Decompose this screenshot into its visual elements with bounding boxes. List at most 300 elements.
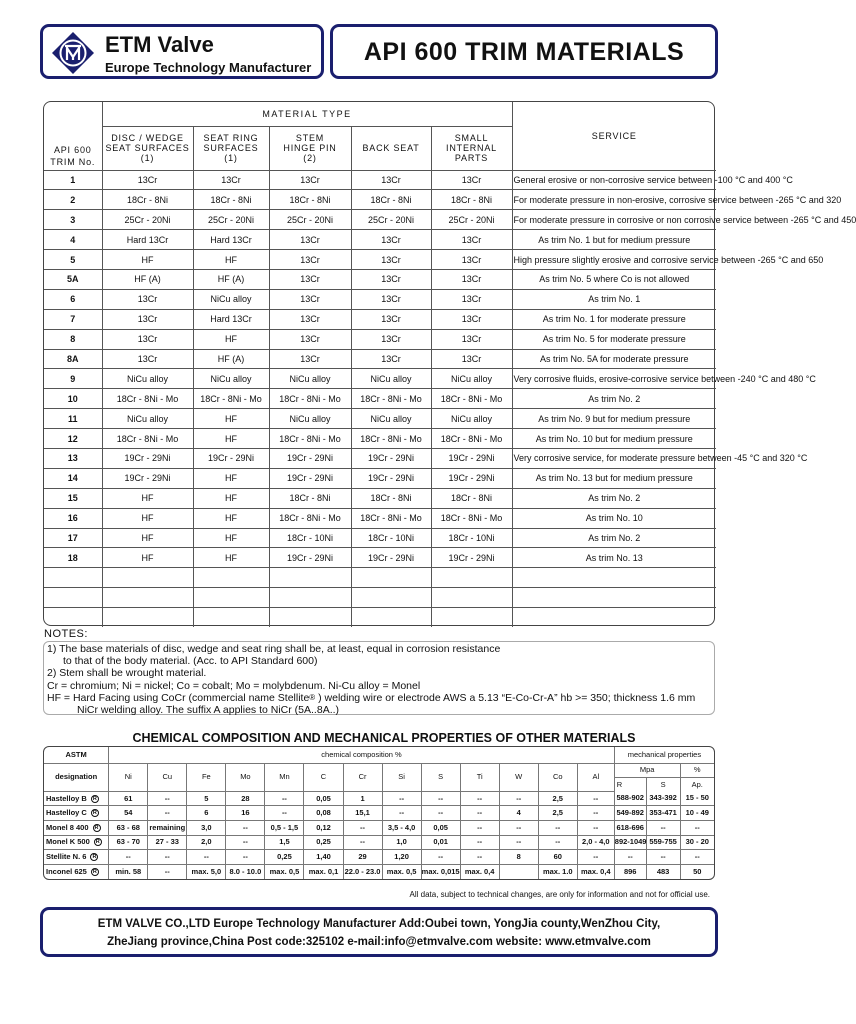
trim-no: 17 — [44, 528, 102, 548]
chem-value: 60 — [538, 850, 577, 865]
disc-wedge-header — [102, 126, 193, 170]
notes-title: NOTES: — [44, 628, 88, 640]
stem-material: 13Cr — [269, 329, 351, 349]
empty-cell — [512, 608, 716, 628]
stem-header — [269, 126, 351, 170]
chem-group-header: chemical composition % — [109, 747, 615, 763]
service-text: As trim No. 1 for moderate pressure — [512, 309, 716, 329]
trim-no: 5A — [44, 269, 102, 289]
material-designation — [44, 835, 109, 850]
chem-value: 1 — [343, 791, 382, 806]
material-type-header: MATERIAL TYPE — [102, 102, 512, 126]
small-parts-material: 13Cr — [431, 289, 512, 309]
chem-row — [44, 821, 714, 836]
service-text: As trim No. 2 — [512, 389, 716, 409]
brand-name: ETM Valve — [105, 32, 214, 57]
chem-value: 896 — [614, 864, 646, 879]
chem-value: 0,05 — [304, 791, 343, 806]
chem-value: 29 — [343, 850, 382, 865]
chem-value: 0,08 — [304, 806, 343, 821]
service-text: As trim No. 5 for moderate pressure — [512, 329, 716, 349]
trim-no: 10 — [44, 389, 102, 409]
element-header: Co — [538, 763, 577, 791]
chem-value: -- — [538, 821, 577, 836]
service-text: High pressure slightly erosive and corrosive service between -265 °C and 650 — [512, 250, 716, 270]
chem-value: -- — [460, 791, 499, 806]
note-3: Cr = chromium; Ni = nickel; Co = cobalt; Mo = molybdenum. Ni-Cu alloy = Monel — [47, 679, 421, 692]
chem-value: 28 — [226, 791, 265, 806]
registered-mark-icon: R — [91, 868, 99, 876]
chem-value: 343-392 — [646, 791, 680, 806]
mech-col-header: S — [646, 777, 680, 791]
service-text: As trim No. 10 — [512, 508, 716, 528]
trim-row — [44, 409, 716, 429]
service-header: SERVICE — [512, 102, 716, 170]
trim-no: 12 — [44, 429, 102, 449]
disc-material: NiCu alloy — [102, 409, 193, 429]
chem-value: -- — [109, 850, 148, 865]
stem-material: 18Cr - 8Ni — [269, 488, 351, 508]
trim-row — [44, 429, 716, 449]
trim-row — [44, 230, 716, 250]
chem-value: -- — [265, 806, 304, 821]
trim-no: 1 — [44, 170, 102, 190]
disc-material: HF — [102, 488, 193, 508]
chem-value: -- — [148, 806, 187, 821]
small-parts-material: 18Cr - 8Ni - Mo — [431, 389, 512, 409]
chem-value: 22.0 - 23.0 — [343, 864, 382, 879]
chem-value: -- — [421, 791, 460, 806]
trim-row — [44, 190, 716, 210]
small-header-line3: PARTS — [454, 153, 489, 163]
disc-material: 18Cr - 8Ni - Mo — [102, 389, 193, 409]
trim-row — [44, 329, 716, 349]
small-parts-material: 13Cr — [431, 309, 512, 329]
stem-header-line1: STEM — [295, 133, 325, 143]
chem-value: 1,0 — [382, 835, 421, 850]
chem-table — [44, 747, 714, 879]
small-parts-material: 19Cr - 29Ni — [431, 468, 512, 488]
small-parts-material: 18Cr - 8Ni - Mo — [431, 429, 512, 449]
footer-line-1: ETM VALVE CO.,LTD Europe Technology Manufacturer Add:Oubei town, YongJia county,WenZhou City, — [97, 918, 661, 930]
chem-value: -- — [148, 864, 187, 879]
empty-cell — [431, 568, 512, 588]
chem-value: max. 0,4 — [460, 864, 499, 879]
chem-value: -- — [646, 850, 680, 865]
chem-value: 63 - 70 — [109, 835, 148, 850]
mech-col-header: R — [614, 777, 646, 791]
trim-no: 16 — [44, 508, 102, 528]
mpa-header: Mpa — [614, 763, 680, 777]
empty-cell — [512, 588, 716, 608]
empty-cell — [193, 608, 269, 628]
chem-value: -- — [148, 791, 187, 806]
seat-material: HF — [193, 250, 269, 270]
notes-box — [43, 641, 715, 715]
seat-material: HF — [193, 468, 269, 488]
material-name: Monel 8 400 — [46, 822, 89, 832]
brand-box — [40, 24, 324, 79]
trim-no: 3 — [44, 210, 102, 230]
service-text: As trim No. 9 but for medium pressure — [512, 409, 716, 429]
chem-value: -- — [226, 821, 265, 836]
note-1a: 1) The base materials of disc, wedge and seat ring shall be, at least, equal in corrosion resistance — [47, 643, 501, 655]
small-parts-material: 19Cr - 29Ni — [431, 448, 512, 468]
stem-material: 13Cr — [269, 289, 351, 309]
chem-value: remaining — [148, 821, 187, 836]
registered-mark-icon: ® — [309, 692, 316, 702]
chem-row — [44, 850, 714, 865]
chem-value: 0,25 — [265, 850, 304, 865]
chem-value: -- — [680, 850, 714, 865]
chem-value: 588-902 — [614, 791, 646, 806]
disc-material: 19Cr - 29Ni — [102, 448, 193, 468]
seat-material: HF — [193, 409, 269, 429]
empty-cell — [44, 608, 102, 628]
small-parts-material: 18Cr - 8Ni - Mo — [431, 508, 512, 528]
trim-row — [44, 170, 716, 190]
chem-table-container — [43, 746, 715, 880]
back-seat-material: NiCu alloy — [351, 409, 431, 429]
small-parts-material: 18Cr - 8Ni — [431, 488, 512, 508]
chem-value: 27 - 33 — [148, 835, 187, 850]
chem-value: -- — [538, 835, 577, 850]
stem-material: 13Cr — [269, 349, 351, 369]
empty-cell — [193, 568, 269, 588]
empty-cell — [269, 608, 351, 628]
trim-no: 13 — [44, 448, 102, 468]
service-text: General erosive or non-corrosive service between -100 °C and 400 °C — [512, 170, 716, 190]
material-designation — [44, 821, 109, 836]
disc-material: HF — [102, 528, 193, 548]
seat-material: HF — [193, 329, 269, 349]
service-text: Very corrosive fluids, erosive-corrosive service between -240 °C and 480 °C — [512, 369, 716, 389]
trim-no: 8A — [44, 349, 102, 369]
back-seat-material: 19Cr - 29Ni — [351, 548, 431, 568]
small-parts-material: 13Cr — [431, 250, 512, 270]
empty-cell — [512, 568, 716, 588]
stem-material: 25Cr - 20Ni — [269, 210, 351, 230]
back-seat-material: 13Cr — [351, 349, 431, 369]
stem-material: 18Cr - 8Ni — [269, 190, 351, 210]
back-seat-material: 13Cr — [351, 289, 431, 309]
empty-cell — [193, 588, 269, 608]
back-seat-material: 13Cr — [351, 250, 431, 270]
stem-material: 19Cr - 29Ni — [269, 468, 351, 488]
registered-mark-icon: R — [93, 824, 101, 832]
small-parts-material: 13Cr — [431, 349, 512, 369]
chem-value: -- — [382, 806, 421, 821]
trim-no: 5 — [44, 250, 102, 270]
disc-header-line2: SEAT SURFACES — [105, 143, 190, 153]
chem-value: -- — [577, 806, 614, 821]
chem-value: -- — [499, 821, 538, 836]
trim-table-body — [44, 170, 856, 627]
chem-value: 63 - 68 — [109, 821, 148, 836]
chem-value: 549-892 — [614, 806, 646, 821]
trim-row — [44, 448, 716, 468]
stem-material: 18Cr - 8Ni - Mo — [269, 508, 351, 528]
small-parts-material: 18Cr - 8Ni — [431, 190, 512, 210]
trim-row — [44, 289, 716, 309]
chem-value: -- — [421, 850, 460, 865]
chem-value: 61 — [109, 791, 148, 806]
empty-cell — [44, 588, 102, 608]
seat-material: Hard 13Cr — [193, 230, 269, 250]
material-name: Stellite N. 6 — [46, 852, 87, 862]
empty-cell — [351, 588, 431, 608]
chem-value: 15 - 50 — [680, 791, 714, 806]
chem-value: max. 5,0 — [187, 864, 226, 879]
service-text: As trim No. 2 — [512, 488, 716, 508]
element-header: Mn — [265, 763, 304, 791]
material-designation — [44, 850, 109, 865]
chem-value: -- — [382, 791, 421, 806]
chem-value: 353-471 — [646, 806, 680, 821]
disc-material: 18Cr - 8Ni — [102, 190, 193, 210]
registered-mark-icon: R — [91, 809, 99, 817]
chem-row — [44, 806, 714, 821]
small-parts-material: NiCu alloy — [431, 369, 512, 389]
chem-value: 618-696 — [614, 821, 646, 836]
back-seat-material: 19Cr - 29Ni — [351, 468, 431, 488]
trim-no-header-line2: TRIM No. — [50, 156, 96, 167]
element-header: W — [499, 763, 538, 791]
seat-material: Hard 13Cr — [193, 309, 269, 329]
percent-header: % — [680, 763, 714, 777]
material-designation — [44, 864, 109, 879]
trim-row — [44, 468, 716, 488]
chem-value: -- — [460, 806, 499, 821]
trim-row — [44, 210, 716, 230]
service-text: Very corrosive service, for moderate pressure between -45 °C and 320 °C — [512, 448, 716, 468]
empty-cell — [351, 568, 431, 588]
empty-row — [44, 608, 716, 628]
trim-row — [44, 488, 716, 508]
back-seat-material: 18Cr - 8Ni - Mo — [351, 389, 431, 409]
back-seat-header — [351, 126, 431, 170]
seat-material: HF — [193, 429, 269, 449]
service-text: As trim No. 13 but for medium pressure — [512, 468, 716, 488]
stem-material: 19Cr - 29Ni — [269, 448, 351, 468]
service-text: As trim No. 5 where Co is not allowed — [512, 269, 716, 289]
chem-value: -- — [460, 821, 499, 836]
material-name: Hastelloy C — [46, 808, 87, 818]
small-parts-material: 19Cr - 29Ni — [431, 548, 512, 568]
chem-value: 4 — [499, 806, 538, 821]
service-text: As trim No. 1 — [512, 289, 716, 309]
trim-no-header-line1: API 600 — [53, 144, 92, 155]
back-seat-header-line1: BACK SEAT — [362, 143, 420, 153]
chem-value: max. 0,5 — [382, 864, 421, 879]
chem-value: -- — [187, 850, 226, 865]
chem-value: 3,0 — [187, 821, 226, 836]
chem-value: 3,5 - 4,0 — [382, 821, 421, 836]
element-header: Fe — [187, 763, 226, 791]
stem-material: 18Cr - 10Ni — [269, 528, 351, 548]
disclaimer: All data, subject to technical changes, are only for information and not for official use. — [409, 890, 710, 899]
chem-value: 483 — [646, 864, 680, 879]
service-text: As trim No. 1 but for medium pressure — [512, 230, 716, 250]
footer-line-2: ZheJiang province,China Post code:325102 e-mail:info@etmvalve.com website: www.etmvalve.com — [107, 936, 651, 948]
chem-value: 50 — [680, 864, 714, 879]
seat-material: HF (A) — [193, 269, 269, 289]
registered-mark-icon: R — [94, 838, 102, 846]
mech-col-header: Ap. — [680, 777, 714, 791]
registered-mark-icon: R — [90, 853, 98, 861]
note-4c: NiCr welding alloy. The suffix A applies to NiCr (5A..8A..) — [77, 704, 340, 717]
trim-no: 18 — [44, 548, 102, 568]
chem-value: 0,05 — [421, 821, 460, 836]
chem-value: -- — [343, 821, 382, 836]
small-parts-material: 18Cr - 10Ni — [431, 528, 512, 548]
trim-no: 7 — [44, 309, 102, 329]
astm-header: ASTM — [44, 747, 109, 763]
chem-value: 0,5 - 1,5 — [265, 821, 304, 836]
disc-material: Hard 13Cr — [102, 230, 193, 250]
element-header: Cr — [343, 763, 382, 791]
element-header: Cu — [148, 763, 187, 791]
chem-value: 16 — [226, 806, 265, 821]
chem-value: 0,12 — [304, 821, 343, 836]
element-header: Mo — [226, 763, 265, 791]
stem-header-line3: (2) — [303, 153, 317, 163]
brand-subtitle: Europe Technology Manufacturer — [105, 60, 312, 75]
chem-value: -- — [226, 835, 265, 850]
material-designation — [44, 806, 109, 821]
seat-material: NiCu alloy — [193, 369, 269, 389]
empty-cell — [102, 608, 193, 628]
title-box — [330, 24, 718, 79]
back-seat-material: 25Cr - 20Ni — [351, 210, 431, 230]
seat-material: HF — [193, 528, 269, 548]
note-4a: HF = Hard Facing using CoCr (commercial name Stellite — [47, 691, 310, 704]
disc-material: 19Cr - 29Ni — [102, 468, 193, 488]
chem-value: -- — [577, 821, 614, 836]
material-name: Hastelloy B — [46, 793, 87, 803]
trim-no: 11 — [44, 409, 102, 429]
chem-value: -- — [343, 835, 382, 850]
service-text: As trim No. 2 — [512, 528, 716, 548]
trim-no: 2 — [44, 190, 102, 210]
back-seat-material: NiCu alloy — [351, 369, 431, 389]
chem-value: 2,5 — [538, 806, 577, 821]
stem-header-line2: HINGE PIN — [283, 143, 337, 153]
chem-section-title: CHEMICAL COMPOSITION AND MECHANICAL PROPERTIES OF OTHER MATERIALS — [132, 731, 636, 745]
back-seat-material: 18Cr - 8Ni - Mo — [351, 508, 431, 528]
empty-cell — [44, 568, 102, 588]
empty-cell — [102, 588, 193, 608]
stem-material: 18Cr - 8Ni - Mo — [269, 389, 351, 409]
seat-material: 13Cr — [193, 170, 269, 190]
chem-value: 30 - 20 — [680, 835, 714, 850]
trim-no: 9 — [44, 369, 102, 389]
seat-material: 25Cr - 20Ni — [193, 210, 269, 230]
service-text: For moderate pressure in non-erosive, corrosive service between -265 °C and 320 — [512, 190, 716, 210]
footer-box — [40, 907, 718, 957]
empty-cell — [102, 568, 193, 588]
stem-material: NiCu alloy — [269, 409, 351, 429]
stem-material: 19Cr - 29Ni — [269, 548, 351, 568]
chem-row — [44, 835, 714, 850]
chem-value: max. 0,5 — [265, 864, 304, 879]
trim-table-container — [43, 101, 856, 626]
seat-header-line3: (1) — [224, 153, 238, 163]
service-text: As trim No. 10 but for medium pressure — [512, 429, 716, 449]
small-parts-material: 13Cr — [431, 230, 512, 250]
small-parts-material: 13Cr — [431, 269, 512, 289]
disc-material: 13Cr — [102, 170, 193, 190]
trim-row — [44, 528, 716, 548]
chem-value: max. 0,4 — [577, 864, 614, 879]
chem-value: 892-1049 — [614, 835, 646, 850]
chem-value: 15,1 — [343, 806, 382, 821]
small-header-line2: INTERNAL — [446, 143, 497, 153]
material-name: Inconel 625 — [46, 866, 87, 876]
seat-ring-header — [193, 126, 269, 170]
stem-material: 13Cr — [269, 170, 351, 190]
small-header-line1: SMALL — [454, 133, 489, 143]
disc-material: 13Cr — [102, 309, 193, 329]
chem-value: 54 — [109, 806, 148, 821]
chem-value: -- — [614, 850, 646, 865]
small-parts-material: NiCu alloy — [431, 409, 512, 429]
chem-value: -- — [226, 850, 265, 865]
disc-header-line3: (1) — [140, 153, 155, 163]
note-4b: ) welding wire or electrode AWS a 5.13 “E-Co-Cr-A” hb >= 350; thickness 1.6 mm — [315, 691, 696, 704]
back-seat-material: 18Cr - 10Ni — [351, 528, 431, 548]
element-header: C — [304, 763, 343, 791]
trim-no: 15 — [44, 488, 102, 508]
seat-header-line2: SURFACES — [203, 143, 259, 153]
empty-cell — [269, 568, 351, 588]
seat-material: HF (A) — [193, 349, 269, 369]
mech-group-header: mechanical properties — [614, 747, 714, 763]
chem-value: 10 - 49 — [680, 806, 714, 821]
stem-material: 13Cr — [269, 309, 351, 329]
seat-header-line1: SEAT RING — [203, 133, 259, 143]
chem-value: 1,20 — [382, 850, 421, 865]
trim-row — [44, 309, 716, 329]
chem-value: 0,01 — [421, 835, 460, 850]
element-header: Al — [577, 763, 614, 791]
service-text: For moderate pressure in corrosive or non corrosive service between -265 °C and 450 — [512, 210, 716, 230]
disc-material: 13Cr — [102, 349, 193, 369]
trim-row — [44, 369, 716, 389]
chem-value: 1,40 — [304, 850, 343, 865]
chem-value: 1,5 — [265, 835, 304, 850]
seat-material: HF — [193, 548, 269, 568]
back-seat-material: 13Cr — [351, 309, 431, 329]
trim-no: 14 — [44, 468, 102, 488]
registered-mark-icon: R — [91, 795, 99, 803]
small-parts-header — [431, 126, 512, 170]
disc-material: 18Cr - 8Ni - Mo — [102, 429, 193, 449]
trim-no: 6 — [44, 289, 102, 309]
chem-value: min. 58 — [109, 864, 148, 879]
chem-value: 5 — [187, 791, 226, 806]
back-seat-material: 13Cr — [351, 170, 431, 190]
chem-value: 8.0 - 10.0 — [226, 864, 265, 879]
trim-no: 4 — [44, 230, 102, 250]
disc-material: HF — [102, 250, 193, 270]
disc-header-line1: DISC / WEDGE — [111, 133, 184, 143]
back-seat-material: 19Cr - 29Ni — [351, 448, 431, 468]
disc-material: 25Cr - 20Ni — [102, 210, 193, 230]
service-text: As trim No. 5A for moderate pressure — [512, 349, 716, 369]
chem-value: -- — [460, 850, 499, 865]
seat-material: 18Cr - 8Ni — [193, 190, 269, 210]
